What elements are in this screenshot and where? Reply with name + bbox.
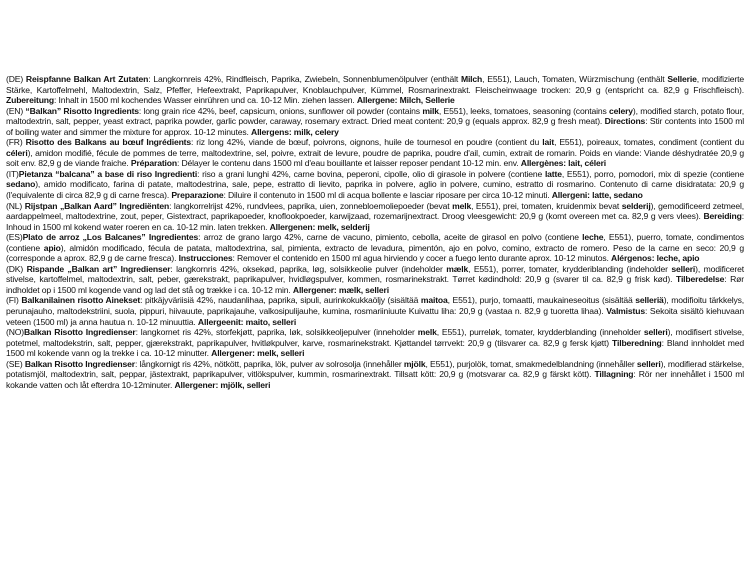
bold-label-text: Rispande „Balkan art” Ingredienser (26, 263, 171, 274)
bold-label-text: selleri (636, 358, 661, 369)
body-text: , E551), porro, pomodori, mix di spezie (contiene (561, 168, 745, 179)
bold-label-text: Balkan Risotto Ingredienser (24, 358, 135, 369)
body-text: ), gemodificeerd zetmeel, aardappelmeel, maltodextrine, zout, peper, Gistextract, paprikapoeder, knoflookpoeder, karwijzaad, rozemarijnextract. Droog vleesgewicht: 20,9 g (komt overeen met ca. 82,9 g vers vlees). (6, 200, 745, 222)
bold-label-text: Reispfanne Balkan Art (25, 74, 116, 84)
language-block (6, 201, 744, 233)
body-text: : langkornet ris 42%, storfekjøtt, paprika, løk, solsikkeoljepulver (inneholder (135, 327, 418, 338)
body-text: : langkorrelrijst 42%, rundvlees, paprika, uien, zonnebloemoliepoeder (bevat (169, 200, 453, 211)
bold-label-text: selleri (643, 327, 668, 338)
bold-label-text: Allergeenit: maito, selleri (197, 316, 297, 327)
ingredient-label-text (6, 74, 744, 390)
body-text: : Langkornreis 42%, Rindfleisch, Paprika, Zwiebeln, Sonnenblumenölpulver (enthält (148, 74, 461, 84)
bold-label-text: mjölk (403, 358, 426, 369)
bold-label-text: Bereiding (703, 211, 742, 222)
body-text: : Bland innholdet med 1500 ml kokende vann og la trekke i ca. 10-12 minutter. (6, 337, 745, 359)
body-text: ), amido modificato, farina di patate, maltodestrina, sale, pepe, estratto di lievito, paprika in polvere, aglio in polvere, cumino, estratto di rosmarino. Contenuto di carne disidratata: 20,9 g (l'equivalente di circa 82,9 g di carne fresca). (6, 179, 744, 201)
body-text: (DE) (6, 74, 26, 84)
body-text: , E551), porrer, tomater, krydderiblanding (indeholder (468, 263, 672, 274)
body-text: ), almidón modificado, fécula de patata, maltodextrina, sal, pimienta, extracto de levadura, pimentón, ajo en polvo, comino, extracto de romero. Peso de la carne en seco: 20,9 g (corresponde a aprox. 82,9 g de carne fresca). (6, 242, 744, 264)
body-text: (ES) (6, 232, 23, 243)
body-text: (FR) (6, 137, 26, 148)
bold-label-text: Milch (460, 74, 483, 84)
body-text: : Sekoita sisältö kiehuvaan veteen (1500 ml) ja anna hautua n. 10-12 minuuttia. (6, 306, 745, 327)
body-text: (SE) (6, 358, 25, 369)
bold-label-text: Allergene: Milch, Sellerie (356, 95, 455, 106)
body-text: (EN) (6, 105, 26, 116)
bold-label-text: maitoa (420, 295, 448, 306)
language-block (6, 137, 744, 169)
bold-label-text: Zutaten (118, 74, 149, 84)
body-text: , E551), purjo, tomaatti, maukaineseoitus (sisältää (447, 295, 636, 306)
body-text: : long grain rice 42%, beef, capsicum, onions, sunflower oil powder (contains (138, 105, 423, 116)
bold-label-text: mælk (446, 263, 469, 274)
bold-label-text: Allergenen: melk, selderij (269, 221, 370, 232)
language-block (6, 295, 744, 327)
bold-label-text: selleri (671, 263, 696, 274)
bold-label-text: apio (43, 242, 61, 253)
body-text: : langkornris 42%, oksekød, paprika, løg, solsikkeolie pulver (indeholder (170, 263, 447, 274)
body-text: : riso a grani lunghi 42%, carne bovina, peperoni, cipolle, olio di girasole in polvere (contiene (197, 168, 545, 179)
body-text: ), modifierad stärkelse, potatismjöl, maltodextrin, salt, peppar, jästextrakt, paprikapulver, vitlökspulver, kummin, rosmarinextrakt. Tillsatt kött: 20,9 g (motsvarar ca. 82,9 g färskt kött). (6, 358, 745, 380)
bold-label-text: Préparation (130, 158, 177, 169)
bold-label-text: celery (608, 105, 633, 116)
bold-label-text: Allergener: mælk, selleri (292, 284, 389, 295)
bold-label-text: Zubereitung (6, 95, 54, 106)
bold-label-text: Allergènes: lait, céleri (520, 158, 607, 169)
language-block (6, 169, 744, 201)
bold-label-text: leche (582, 232, 604, 243)
bold-label-text: Preparazione (171, 190, 224, 201)
body-text: ), modificeret stivelse, kartoffelmel, maltodextrin, salt, peber, gærekstrakt, paprikapulver, hvidløgspulver, kommen, rosmarinekstrakt. Tørret kødindhold: 20,9 g (svarer til ca. 82,9 g frisk kød). (6, 263, 744, 285)
bold-label-text: Directions (604, 116, 646, 127)
body-text: ), modifioitu tärkkelys, perunajauho, maltodekstriini, suola, pippuri, hiivauute, paprikajauhe, valkosipulijauhe, kumina, rosmariiniuute Kuivattu liha: 20,9 g (vastaa n. 82,9 g tuoretta lihaa). (6, 295, 745, 317)
bold-label-text: Instrucciones (178, 253, 233, 264)
body-text: (NL) (6, 200, 25, 211)
body-text: (IT) (6, 168, 19, 179)
body-text: : Rør indholdet op i 1500 ml kogende vand og lad det stå og trække i ca. 10-12 min. (6, 274, 744, 295)
body-text: , E551), purreløk, tomater, krydderblanding (inneholder (436, 327, 644, 338)
body-text: : Inhalt in 1500 ml kochendes Wasser einrühren und ca. 10-12 Min. ziehen lassen. (54, 95, 357, 106)
bold-label-text: selderij (621, 200, 651, 211)
body-text: , modifizierte Stärke, Kartoffelmehl, Maltodextrin, Salz, Pfeffer, Hefeextrakt, Paprikapulver, Knoblauchpulver, Kümmel, Rosmarinextrakt. Fleischeinwaage trocken: 20,9 g (entspricht ca. 82,9 g Frischfleisch). (6, 74, 744, 95)
body-text: : Diluire il contenuto in 1500 ml di acqua bollente e lasciar riposare per circa 10-12 minuti. (223, 190, 552, 201)
bold-label-text: sedano (6, 179, 36, 190)
body-text: : arroz de grano largo 42%, carne de vacuno, pimiento, cebolla, aceite de girasol en polvo (contiene (198, 232, 583, 243)
language-block (6, 264, 744, 296)
body-text: ), amidon modifié, fécule de pommes de terre, maltodextrine, sel, poivre, extrait de levure, poudre de paprika, poudre d'ail, cumin, extrait de romarin. Poids en viande: Viande déshydratée 20,9 g soit env. 82,9 g de viande fraiche. (6, 147, 744, 169)
body-text: (FI) (6, 295, 22, 306)
body-text: : Remover el contenido en 1500 ml agua hirviendo y cocer a fuego lento durante aprox. 10-12 minutos. (232, 253, 612, 264)
body-text: (NO) (6, 327, 25, 338)
language-block (6, 74, 744, 106)
body-text: (DK) (6, 263, 27, 274)
bold-label-text: Allergens: milk, celery (251, 126, 339, 137)
body-text: ), modified starch, potato flour, maltodextrin, salt, pepper, yeast extract, paprika powder, garlic powder, caraway, rosemary extract. Dried meat content: 20,9 g (equals approx. 82,9 g fresh meat). (6, 105, 744, 127)
bold-label-text: Allergener: mjölk, selleri (174, 379, 271, 390)
bold-label-text: Balkan Risotto Ingredienser (24, 327, 136, 338)
language-block (6, 359, 744, 391)
bold-label-text: Tillagning (594, 369, 634, 380)
body-text: , E551), Lauch, Tomaten, Würzmischung (enthält (482, 74, 668, 84)
body-text: : Stir contents into 1500 ml of boiling water and simmer the mixture for approx. 10-12 minutes. (6, 116, 744, 137)
bold-label-text: latte (544, 168, 562, 179)
body-text: : Rör ner innehållet i 1500 ml kokande vatten och låt efterdra 10-12minuter. (6, 369, 744, 390)
body-text: , E551), leeks, tomatoes, seasoning (contains (438, 105, 609, 116)
bold-label-text: Alérgenos: leche, apio (611, 253, 700, 264)
body-text: ), modifisert stivelse, potetmel, maltodekstrin, salt, pepper, gjærekstrakt, paprikapulver, hvitløkpulver, karve, rosmarinekstrakt. Kjøttandel tørrvekt: 20,9 g (tilsvarer ca. 82,9 g fersk kjøtt) (6, 327, 744, 348)
bold-label-text: Allergener: melk, selleri (211, 348, 305, 359)
body-text: , E551), poireaux, tomates, condiment (contient du (554, 137, 744, 148)
bold-label-text: melk (452, 200, 472, 211)
bold-label-text: lait (542, 137, 555, 148)
bold-label-text: Allergeni: latte, sedano (551, 190, 643, 201)
bold-label-text: Plato de arroz „Los Balcanes” Ingredientes (22, 232, 199, 243)
body-text: : långkornigt ris 42%, nötkött, paprika, lök, pulver av solrosolja (innehåller (135, 358, 404, 369)
bold-label-text: Pietanza “balcana” a base di riso Ingredienti (18, 168, 198, 179)
bold-label-text: selleriä (635, 295, 664, 306)
bold-label-text: melk (417, 327, 437, 338)
bold-label-text: Tilberedning (612, 337, 662, 348)
body-text: , E551), prei, tomaten, kruidenmix bevat (471, 200, 622, 211)
bold-label-text: Sellerie (667, 74, 697, 84)
bold-label-text: Balkanilainen risotto Ainekset (21, 295, 141, 306)
bold-label-text: céleri (6, 147, 28, 158)
bold-label-text: Valmistus (606, 306, 645, 317)
body-text: : riz long 42%, viande de bœuf, poivrons, oignons, huile de tournesol en poudre (contient du (191, 137, 543, 148)
bold-label-text: “Balkan” Risotto Ingredients (25, 105, 139, 116)
language-block (6, 106, 744, 138)
body-text: , E551), purjolök, tomat, smakmedelblandning (innehåller (425, 358, 637, 369)
body-text: : Délayer le contenu dans 1500 ml d'eau bouillante et laisser reposer pendant 10-12 min. env. (176, 158, 521, 169)
bold-label-text: Tilberedelse (676, 274, 725, 285)
bold-label-text: Rijstpan „Balkan Aard” Ingrediënten (24, 200, 170, 211)
language-block (6, 327, 744, 359)
bold-label-text: Ingrédients (146, 137, 192, 148)
body-text: : Inhoud in 1500 ml kokend water roeren en ca. 10-12 min. laten trekken. (6, 211, 744, 232)
body-text: : pitkäjyväriisiä 42%, naudanlihaa, paprika, sipuli, aurinkokukkaöljy (sisältää (140, 295, 421, 306)
body-text: , E551), puerro, tomate, condimentos (contiene (6, 232, 744, 253)
language-block (6, 232, 744, 264)
bold-label-text: milk (422, 105, 439, 116)
bold-label-text: Risotto des Balkans au bœuf (25, 137, 144, 148)
